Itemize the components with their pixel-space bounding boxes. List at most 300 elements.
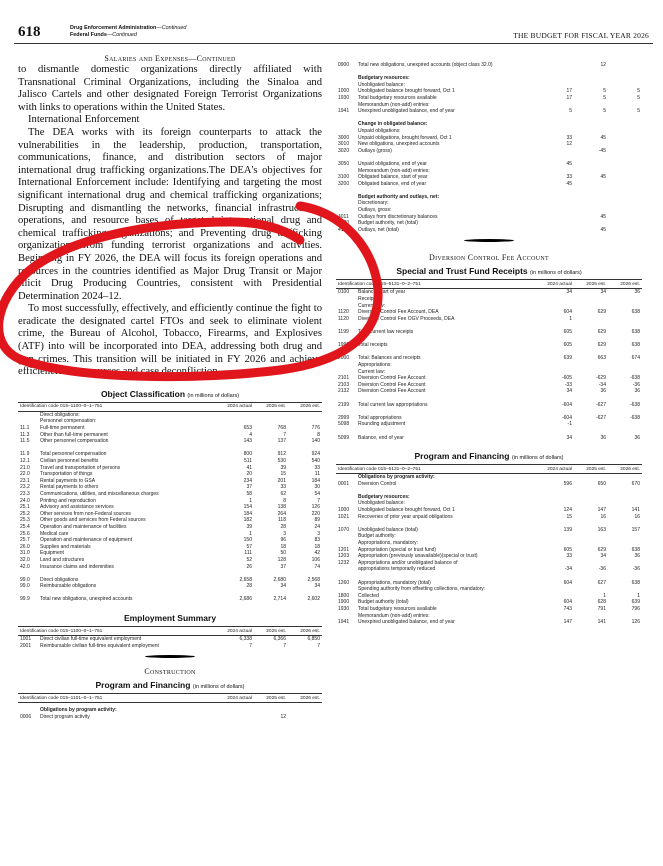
line-description: Budget authority (total) [358,599,409,606]
line-description: Printing and reproduction [40,497,96,504]
year-value: 16 [600,513,606,520]
year-value: 36 [634,553,640,560]
year-value: 34 [566,388,572,395]
line-description: Current law: [358,302,385,309]
year-value: 34 [600,289,606,296]
construction-program-title: Program and Financing (in millions of dollars) [95,680,245,691]
line-code: 11.5 [20,438,30,445]
year-value: 157 [631,526,640,533]
table-row [336,388,642,395]
table-row [18,570,322,577]
year-value: 28 [280,523,286,530]
table-row [336,329,642,336]
line-code: 1001 [20,636,32,643]
line-description: Diversion Control Fee Account, DEA [358,309,439,316]
year-value: 45 [600,134,606,141]
line-description: Equipment [40,550,64,557]
year-value: 128 [277,556,286,563]
year-value: 124 [563,507,572,514]
year-value: 16 [634,513,640,520]
line-description: Obligated balance, end of year [358,180,427,187]
line-description: Recoveries of prior year unpaid obligations [358,513,453,520]
table-row [336,82,642,89]
year-value: 126 [311,504,320,511]
year-value: 511 [244,458,252,464]
year-value: -638 [629,401,640,408]
line-description: Total current law appropriations [358,401,428,408]
year-value: -627 [595,401,606,408]
table-row [336,227,642,234]
line-description: Unobligated balance (total) [358,526,418,533]
table-row [336,606,642,613]
line-description: Direct obligations: [40,411,80,418]
table-row [18,643,322,650]
table-row [18,517,322,524]
table-row [336,181,642,188]
line-code: 42.0 [20,563,30,570]
year-value: 45 [566,160,572,167]
table-row [336,533,642,540]
line-code: 2132 [338,388,350,395]
year-value: 5 [637,108,640,115]
line-description: Reimbursable obligations [40,583,97,590]
line-description: Diversion Control Fee Account [358,381,426,388]
year-value: 52 [246,556,252,563]
year-value: 605 [563,329,572,335]
year-value: 791 [597,605,606,612]
construction-continued-table [336,62,642,233]
line-description: Total budgetary resources available [358,605,437,612]
year-value: 5 [637,88,640,95]
year-value: 36 [634,289,640,296]
line-description: Budget authority: [358,533,396,540]
line-description: Direct obligations [40,576,79,583]
line-code: 23.3 [20,490,30,497]
line-code: 4011 [338,213,349,220]
year-value: 596 [563,480,572,487]
line-description: Insurance claims and indemnities [40,563,114,570]
table-row [336,547,642,554]
year-value: 796 [631,605,640,612]
section-heading: Salaries and Expenses—Continued [104,54,236,63]
table-row [18,577,322,584]
year-value: 1 [603,592,606,599]
year-value: 2,680 [273,576,286,583]
year-value: 12 [280,713,286,720]
table-row [18,432,322,439]
year-value: 2,658 [239,576,252,583]
line-description: Total current law receipts [358,329,414,335]
year-value: 184 [311,477,320,484]
line-code: 3010 [338,141,350,148]
year-value: 5 [603,94,606,101]
year-value: 628 [597,599,606,606]
line-description: Balance, start of year [358,289,406,296]
table-row [18,511,322,518]
year-value: -1 [567,421,572,428]
line-description: Supplies and materials [40,543,91,550]
receipts-table [336,289,642,441]
page-number: 618 [18,24,41,40]
line-code: 2101 [338,375,350,382]
table-row [336,520,642,527]
year-value: 57 [246,543,252,550]
table-row [18,590,322,597]
table-row [18,458,322,465]
table-row [336,148,642,155]
year-value: 4 [249,431,252,438]
table-row [18,636,322,643]
employment-summary-title: Employment Summary [123,613,217,624]
line-description: Transportation of things [40,471,93,478]
year-value: 201 [277,477,286,484]
line-description: Budgetary resources: [358,493,410,500]
table-row [336,187,642,194]
year-value: 604 [563,309,572,316]
line-description: Unobligated balance: [358,81,405,88]
line-code: 2199 [338,401,350,408]
year-value: 629 [597,342,606,349]
year-value: 26 [246,563,252,570]
diversion-heading: Diversion Control Fee Account [429,253,549,263]
table-row [336,154,642,161]
line-code: 22.0 [20,471,30,478]
table-row [18,531,322,538]
year-value: 639 [631,599,640,606]
year-value: 264 [277,510,286,517]
table-row [336,514,642,521]
line-description: Obligated balance, start of year [358,174,428,181]
line-code: 2103 [338,381,350,388]
table-row [336,174,642,181]
year-value: 650 [597,480,606,487]
table-row [336,168,642,175]
year-value: 74 [314,563,320,570]
year-value: 653 [243,425,252,432]
line-code: 4180 [338,220,350,227]
line-code: 0900 [338,62,350,68]
year-value: -605 [561,375,572,382]
line-description: Unpaid obligations, end of year [358,160,427,167]
year-value: -33 [564,381,572,388]
year-value: 45 [600,226,606,233]
year-value: 138 [277,504,286,511]
table-id-row: Identification code 015–1100–0–1–751 2024 actual 2025 est. 2026 est. [18,626,322,636]
line-code: 1900 [338,599,350,606]
line-description: Appropriations and/or unobligated balance of [358,559,458,566]
body-text [18,64,322,379]
table-row [336,428,642,435]
receipts-title: Special and Trust Fund Receipts (in millions of dollars) [396,266,582,277]
line-code: 2000 [338,355,350,362]
table-row [336,200,642,207]
line-code: 23.1 [20,477,30,484]
year-value: 147 [597,507,606,514]
table-row [336,128,642,135]
year-value: 37 [246,484,252,491]
year-value: 45 [600,213,606,220]
year-value: 137 [277,438,286,445]
table-row [336,481,642,488]
line-description: Diversion Control Fee OGV Proceeds, DEA [358,315,455,322]
line-code: 25.6 [20,530,30,537]
line-description: Unexpired unobligated balance, end of year [358,619,455,626]
line-description: appropriations temporarily reduced [358,566,436,573]
table-row [18,537,322,544]
line-description: Civilian personnel benefits [40,458,99,464]
line-description: Receipts: [358,296,379,303]
year-value: 33 [566,174,572,181]
line-description: Appropriations, mandatory: [358,540,419,547]
line-code: 3000 [338,134,350,141]
line-code: 0001 [338,480,350,487]
year-value: 639 [563,355,572,362]
year-value: 58 [246,490,252,497]
year-value: 37 [280,563,286,570]
table-row [18,465,322,472]
year-value: 638 [631,309,640,316]
table-row [336,161,642,168]
object-classification-title: Object Classification (in millions of dollars) [100,388,240,399]
year-value: 20 [246,471,252,478]
line-description: Unpaid obligations: [358,127,401,134]
year-value: 36 [600,388,606,395]
year-value: 45 [600,174,606,181]
table-row [336,580,642,587]
table-row [336,214,642,221]
line-description: Memorandum (non-add) entries: [358,612,430,619]
line-code: 1120 [338,309,349,316]
budget-title: THE BUDGET FOR FISCAL YEAR 2026 [513,31,649,40]
year-value: 1 [249,530,252,537]
line-code: 1000 [338,88,350,95]
line-description: Rounding adjustment [358,421,406,428]
year-value: 34 [566,434,572,441]
paragraph: to dismantle domestic organizations directly affiliated with Transnational Criminal Organizations, including the Sinaloa and Jalisco Cartels and other designated Foreign Terrorist Organizations with links to operations within the United States. [18,64,322,113]
table-row [18,412,322,419]
line-description: Land and structures [40,556,85,563]
line-description: Memorandum (non-add) entries: [358,167,430,174]
year-value: 18 [280,543,286,550]
year-value: -36 [632,381,640,388]
year-value: 7 [249,642,252,649]
table-row [18,484,322,491]
line-code: 1999 [338,342,350,349]
year-value: 638 [631,579,640,586]
table-row [336,194,642,201]
line-description: Balance, end of year [358,434,404,441]
year-value: 234 [243,477,252,484]
table-row [18,478,322,485]
year-value: 7 [283,431,286,438]
year-value: 1 [569,315,572,322]
table-row [336,474,642,481]
line-code: 1201 [338,546,350,553]
line-code: 1232 [338,559,350,566]
year-value: 7 [317,497,320,504]
ornament [336,233,642,247]
line-description: Appropriation (special or trust fund) [358,546,437,553]
line-code: 3100 [338,174,350,181]
year-value: 638 [631,329,640,335]
year-value: 182 [243,517,252,524]
line-description: Diversion Control Fee Account [358,388,426,395]
year-value: 62 [280,490,286,497]
table-row [336,402,642,409]
line-description: Direct program activity [40,713,90,720]
line-code: 11.9 [20,451,30,458]
line-code: 11.3 [20,431,30,438]
year-value: -604 [561,401,572,408]
table-row [336,540,642,547]
year-value: 17 [566,88,572,95]
table-row [336,586,642,593]
year-value: 33 [280,484,286,491]
line-code: 1021 [338,513,350,520]
table-row [336,395,642,402]
year-value: 2,714 [273,596,286,603]
year-value: 154 [243,504,252,511]
line-code: 25.3 [20,517,30,524]
line-description: Diversion Control Fee Account [358,375,426,382]
year-value: -36 [632,566,640,573]
table-row [336,362,642,369]
year-value: 1 [637,592,640,599]
table-row [18,471,322,478]
table-row [336,121,642,128]
table-row [336,487,642,494]
year-value: 6,366 [273,636,286,643]
year-value: 768 [277,425,286,432]
table-row [336,349,642,356]
year-value: 7 [317,642,320,649]
year-value: 36 [600,434,606,441]
year-value: 34 [280,583,286,590]
year-value: 83 [314,537,320,544]
line-code: 3050 [338,160,350,167]
table-row [336,95,642,102]
table-row [336,75,642,82]
year-value: -34 [598,381,606,388]
table-row [336,408,642,415]
left-column [18,48,322,720]
agency-heading: Drug Enforcement Administration—Continued Federal Funds—Continued [70,25,187,38]
line-code: 5099 [338,434,350,441]
line-code: 1930 [338,605,350,612]
employment-summary-table [18,636,322,649]
line-description: Appropriations: [358,361,392,368]
line-description: Reimbursable civilian full-time equivalent employment [40,642,159,649]
year-value: 150 [243,537,252,544]
line-code: 4190 [338,226,350,233]
subheading: International Enforcement [28,114,140,126]
line-description: Full-time permanent [40,425,85,432]
line-description: Other goods and services from Federal sources [40,517,146,524]
table-row [18,445,322,452]
table-row [18,557,322,564]
year-value: 924 [311,451,320,458]
line-description: Current law: [358,368,385,375]
year-value: 2,686 [239,596,252,603]
line-description: Total budgetary resources available [358,94,437,101]
line-description: Appropriations, mandatory (total) [358,579,431,586]
line-description: Other services from non-Federal sources [40,510,131,517]
line-description: Personnel compensation: [40,418,97,425]
year-value: 34 [314,583,320,590]
year-value: 12 [566,141,572,148]
table-row [18,438,322,445]
line-description: Unexpired unobligated balance, end of year [358,108,455,115]
table-row [18,418,322,425]
year-value: 118 [278,517,286,524]
line-description: Other personnel compensation [40,438,109,445]
table-row [336,220,642,227]
year-value: 34 [600,553,606,560]
table-row [336,573,642,580]
year-value: 800 [243,451,252,458]
year-value: 604 [563,599,572,606]
line-description: Outlays, gross: [358,207,392,214]
line-code: 25.7 [20,537,30,544]
year-value: 3 [283,530,286,537]
line-description: Obligations by program activity: [358,474,435,481]
line-description: Change in obligated balance: [358,121,428,128]
line-code: 1120 [338,315,349,322]
year-value: 8 [283,497,286,504]
table-row [336,553,642,560]
table-row [336,369,642,376]
line-description: Total new obligations, unexpired accounts [40,596,133,603]
line-code: 24.0 [20,497,30,504]
line-description: Total receipts [358,342,388,349]
line-code: 3020 [338,147,350,154]
program-financing-table [336,474,642,626]
year-value: -45 [598,147,606,154]
year-value: -638 [629,414,640,421]
year-value: 141 [631,507,640,514]
table-row [336,296,642,303]
line-description: Discretionary: [358,200,389,207]
year-value: 41 [246,464,252,471]
year-value: 89 [314,517,320,524]
year-value: 39 [246,523,252,530]
table-row [336,566,642,573]
year-value: 220 [311,510,320,517]
year-value: 2,602 [307,596,320,603]
table-id-row: Identification code 015–1101–0–1–751 2024 actual 2025 est. 2026 est. [18,693,322,703]
line-code: 0100 [338,289,350,296]
table-row [336,415,642,422]
table-row [336,102,642,109]
table-row [18,583,322,590]
year-value: 184 [243,510,252,517]
year-value: 6,338 [239,636,252,643]
year-value: -604 [561,414,572,421]
line-description: Total: Balances and receipts [358,355,421,362]
table-row [336,375,642,382]
line-description: Rental payments to others [40,484,99,491]
table-row [336,507,642,514]
table-row [336,115,642,122]
table-row [336,560,642,567]
line-description: Unobligated balance: [358,500,405,507]
year-value: 5 [603,108,606,115]
table-id-row: Identification code 015–1100–0–1–751 2024 actual 2025 est. 2026 est. [18,402,322,412]
table-row [336,303,642,310]
line-code: 25.1 [20,504,30,511]
table-row [336,88,642,95]
year-value: 674 [631,355,640,362]
